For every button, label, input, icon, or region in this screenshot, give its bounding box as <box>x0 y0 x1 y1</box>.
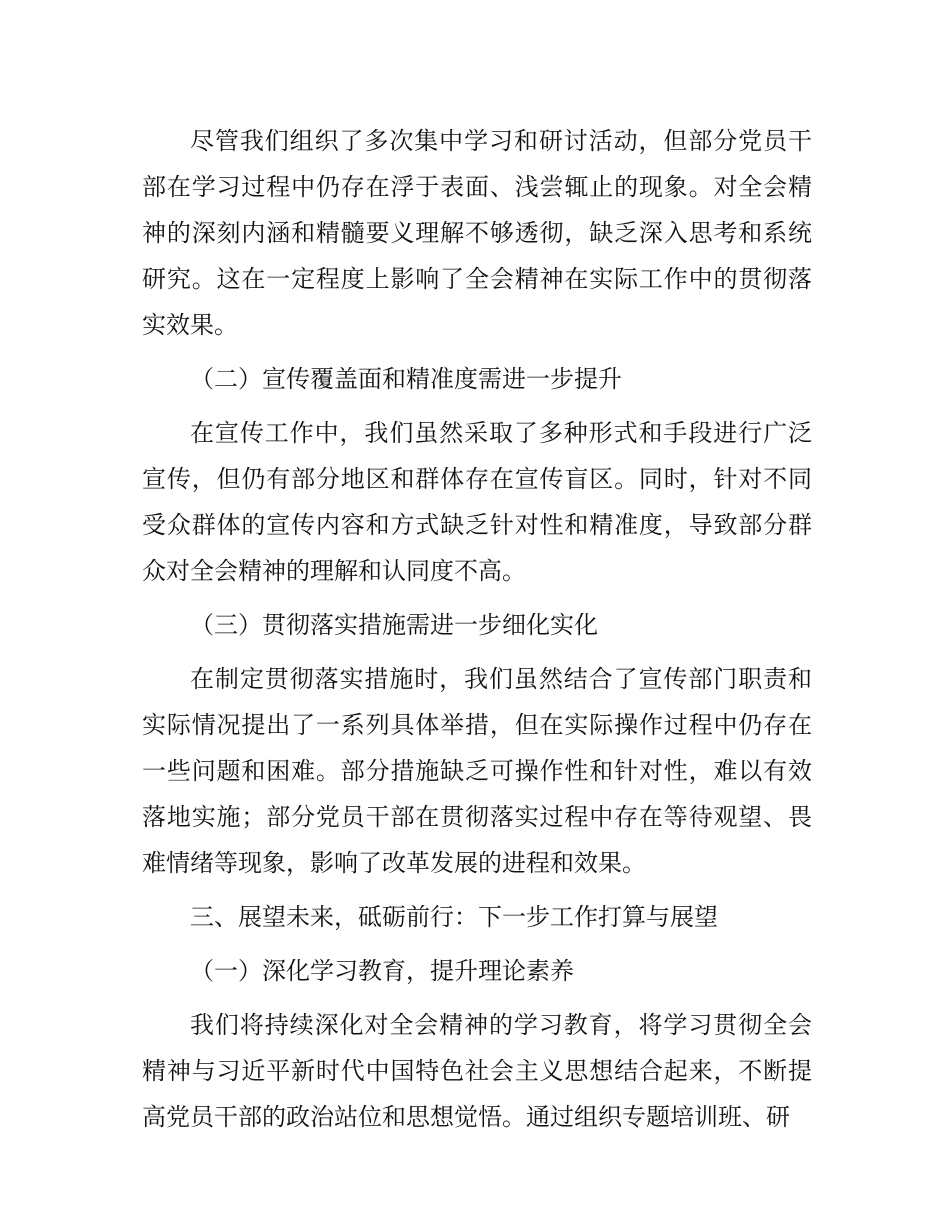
paragraph-learning-plan: 我们将持续深化对全会精神的学习教育，将学习贯彻全会精神与习近平新时代中国特色社会主义思想结合起来，不断提高党员干部的政治站位和思想觉悟。通过组织专题培训班、研 <box>142 1011 812 1131</box>
heading-implementation-measures: （三）贯彻落实措施需进一步细化实化 <box>190 611 598 639</box>
heading-publicity-coverage: （二）宣传覆盖面和精准度需进一步提升 <box>190 365 622 393</box>
heading-deepen-learning: （一）深化学习教育，提升理论素养 <box>190 957 574 985</box>
paragraph-implementation-issue: 在制定贯彻落实措施时，我们虽然结合了宣传部门职责和实际情况提出了一系列具体举措，但在实际操作过程中仍存在一些问题和困难。部分措施缺乏可操作性和针对性，难以有效落地实施；部分党员干部在贯彻落实过程中存在等待观望、畏难情绪等现象，影响了改革发展的进程和效果。 <box>142 665 812 877</box>
section-heading-outlook: 三、展望未来，砥砺前行：下一步工作打算与展望 <box>190 903 718 931</box>
paragraph-publicity-issue: 在宣传工作中，我们虽然采取了多种形式和手段进行广泛宣传，但仍有部分地区和群体存在宣传盲区。同时，针对不同受众群体的宣传内容和方式缺乏针对性和精准度，导致部分群众对全会精神的理解和认同度不高。 <box>142 419 812 585</box>
paragraph-study-issue: 尽管我们组织了多次集中学习和研讨活动，但部分党员干部在学习过程中仍存在浮于表面、浅尝辄止的现象。对全会精神的深刻内涵和精髓要义理解不够透彻，缺乏深入思考和系统研究。这在一定程度上影响了全会精神在实际工作中的贯彻落实效果。 <box>142 127 812 339</box>
document-body <box>142 118 812 1148</box>
